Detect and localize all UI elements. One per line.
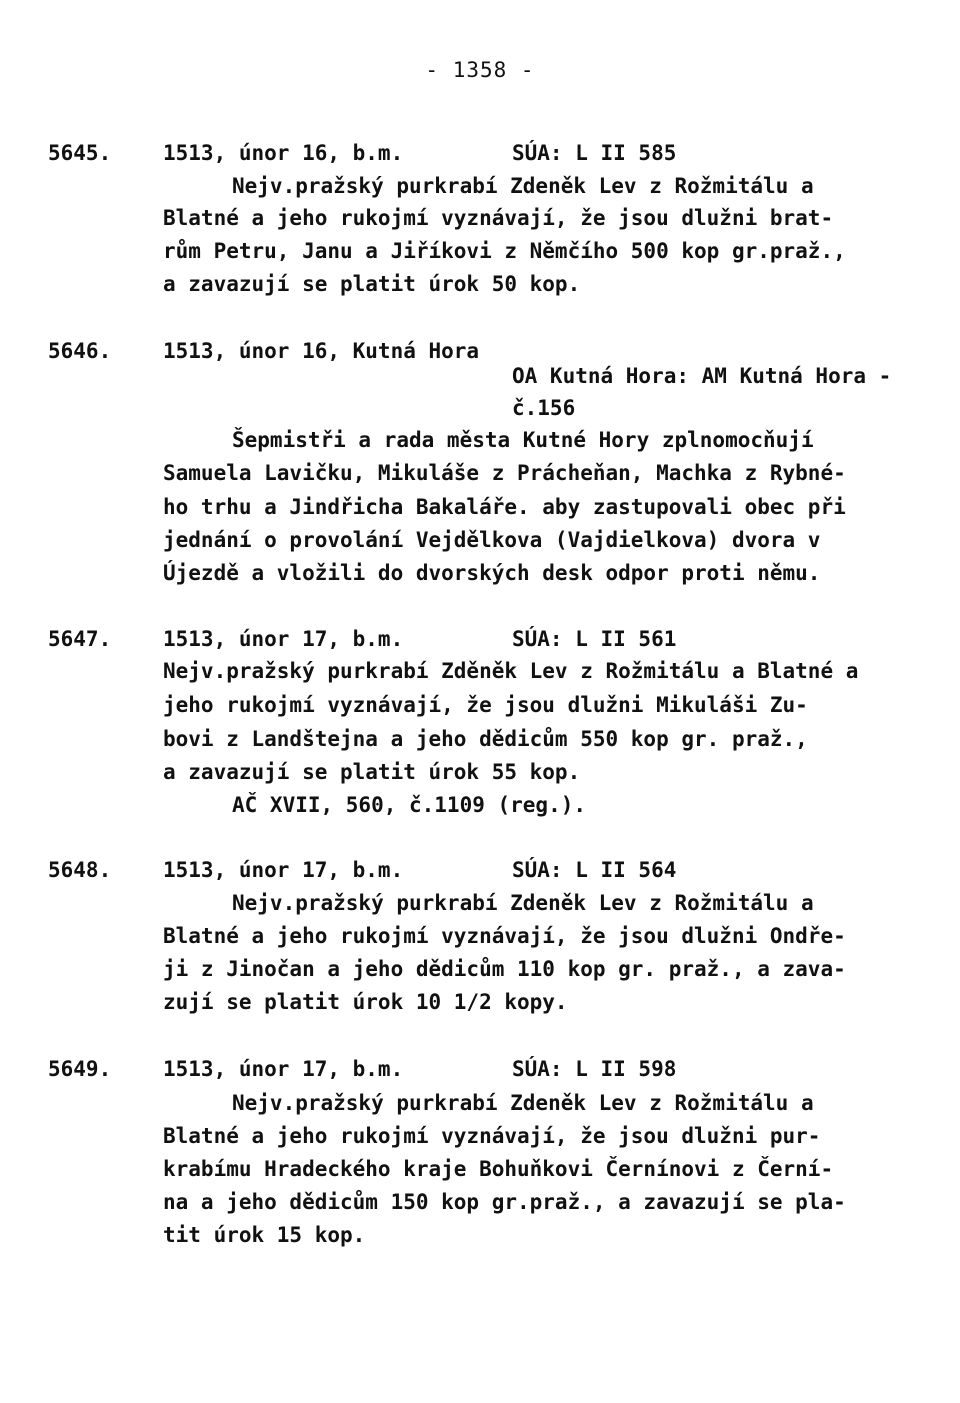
entry-text-line: zují se platit úrok 10 1/2 kopy.: [163, 990, 568, 1014]
entry-text-line: rům Petru, Janu a Jiříkovi z Němčího 500 kop gr.praž.,: [163, 239, 846, 263]
entry-text-line: Nejv.pražský purkrabí Zděněk Lev z Rožmitálu a Blatné a: [163, 659, 859, 683]
entry-signature: č.156: [512, 396, 576, 420]
entry-text-line: ho trhu a Jindřicha Bakaláře. aby zastupovali obec při: [163, 495, 846, 519]
entry-text-line: Blatné a jeho rukojmí vyznávají, že jsou dlužni brat-: [163, 206, 834, 230]
page-number: - 1358 -: [425, 58, 535, 82]
entry-text-line: a zavazují se platit úrok 50 kop.: [163, 272, 581, 296]
entry-number: 5645.: [48, 141, 112, 165]
entry-date: 1513, únor 16, Kutná Hora: [163, 339, 480, 363]
entry-text-line: bovi z Landštejna a jeho dědicům 550 kop gr. praž.,: [163, 727, 808, 751]
entry-number: 5648.: [48, 858, 112, 882]
entry-reference: AČ XVII, 560, č.1109 (reg.).: [232, 793, 587, 817]
entry-text-line: a zavazují se platit úrok 55 kop.: [163, 760, 581, 784]
entry-number: 5649.: [48, 1057, 112, 1081]
entry-number: 5647.: [48, 627, 112, 651]
entry-text-line: tit úrok 15 kop.: [163, 1223, 366, 1247]
entry-text-line: na a jeho dědicům 150 kop gr.praž., a zavazují se pla-: [163, 1190, 846, 1214]
entry-text-line: krabímu Hradeckého kraje Bohuňkovi Černínovi z Černí-: [163, 1157, 834, 1181]
entry-date: 1513, únor 17, b.m.: [163, 1057, 404, 1081]
entry-text-line: Nejv.pražský purkrabí Zdeněk Lev z Rožmitálu a: [232, 174, 814, 198]
entry-text-line: Nejv.pražský purkrabí Zdeněk Lev z Rožmitálu a: [232, 891, 814, 915]
entry-text-line: ji z Jinočan a jeho dědicům 110 kop gr. praž., a zava-: [163, 957, 846, 981]
entry-number: 5646.: [48, 339, 112, 363]
entry-text-line: jednání o provolání Vejdělkova (Vajdielkova) dvora v: [163, 528, 821, 552]
entry-text-line: Blatné a jeho rukojmí vyznávají, že jsou dlužni Ondře-: [163, 924, 846, 948]
entry-date: 1513, únor 16, b.m.: [163, 141, 404, 165]
entry-text-line: Samuela Lavičku, Mikuláše z Prácheňan, Machka z Rybné-: [163, 461, 846, 485]
entry-signature: SÚA: L II 598: [512, 1057, 677, 1081]
entry-text-line: Blatné a jeho rukojmí vyznávají, že jsou dlužni pur-: [163, 1124, 821, 1148]
entry-text-line: Šepmistři a rada města Kutné Hory zplnomocňují: [232, 428, 814, 452]
entry-signature: SÚA: L II 585: [512, 141, 677, 165]
entry-signature: SÚA: L II 561: [512, 627, 677, 651]
entry-signature: OA Kutná Hora: AM Kutná Hora -: [512, 364, 892, 388]
entry-date: 1513, únor 17, b.m.: [163, 627, 404, 651]
entry-text-line: Újezdě a vložili do dvorských desk odpor proti němu.: [163, 561, 821, 585]
entry-text-line: jeho rukojmí vyznávají, že jsou dlužni Mikuláši Zu-: [163, 693, 808, 717]
entry-text-line: Nejv.pražský purkrabí Zdeněk Lev z Rožmitálu a: [232, 1091, 814, 1115]
entry-signature: SÚA: L II 564: [512, 858, 677, 882]
entry-date: 1513, únor 17, b.m.: [163, 858, 404, 882]
